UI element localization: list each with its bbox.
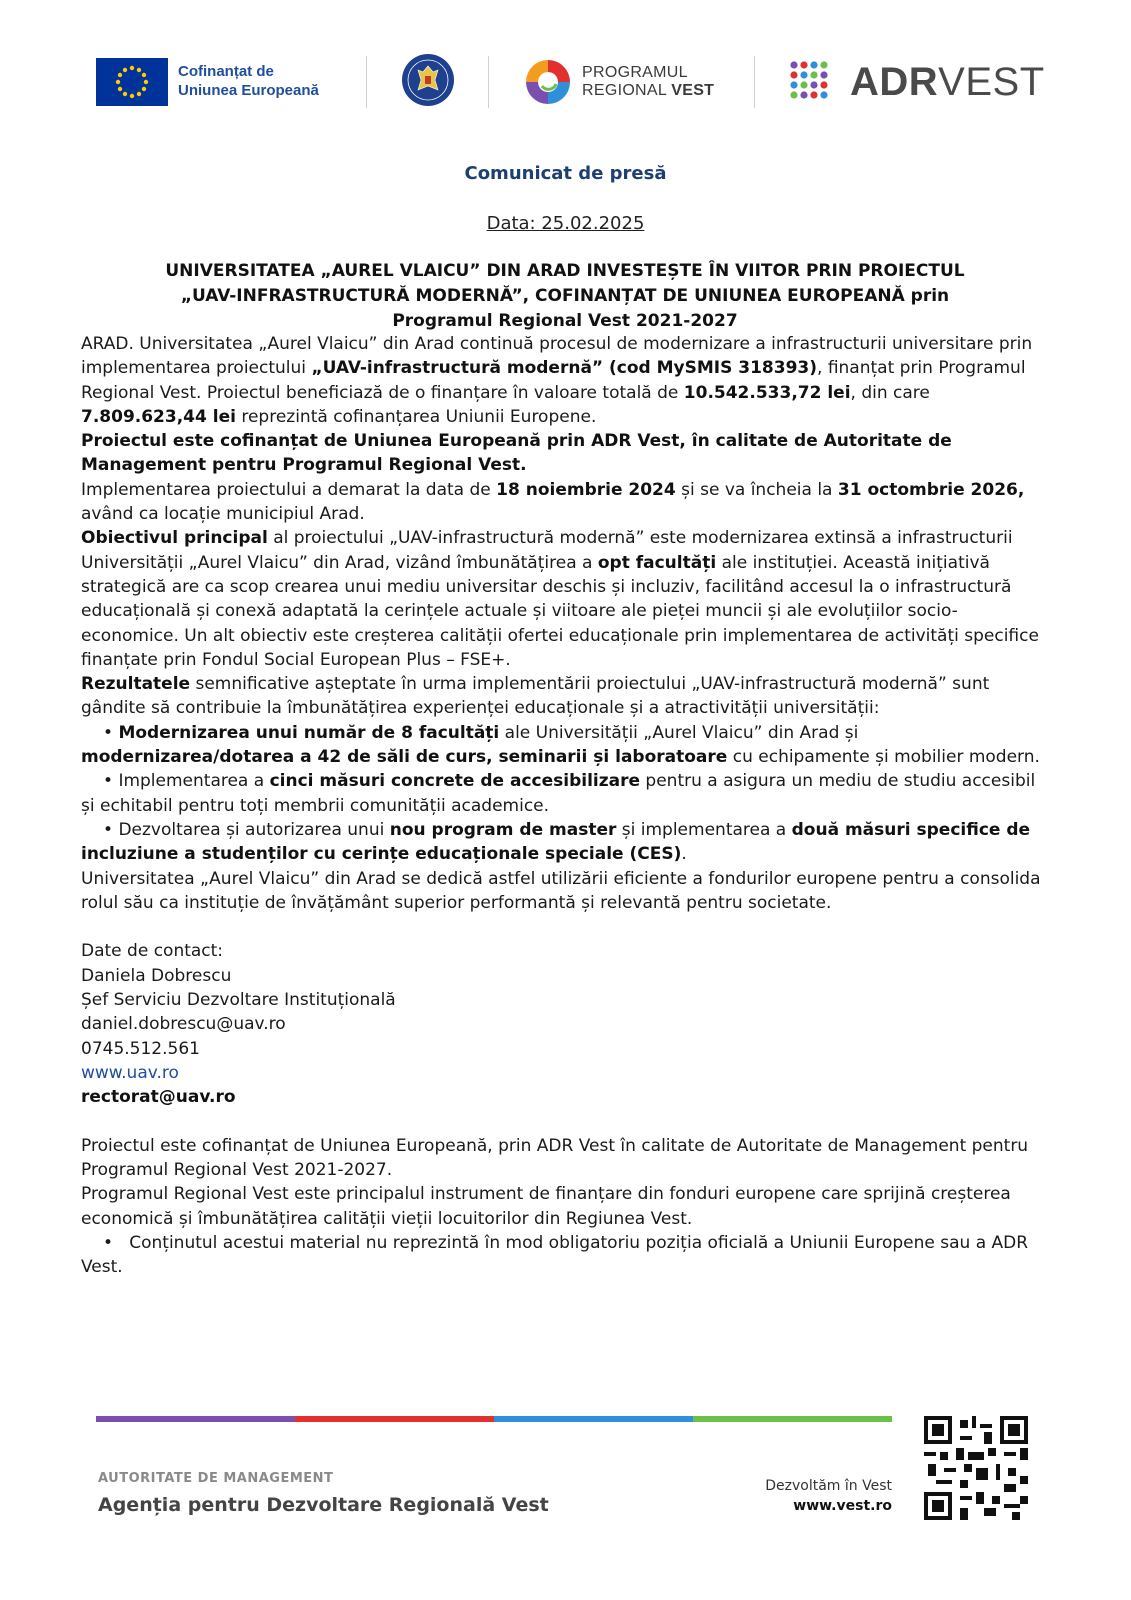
list-item	[81, 818, 1046, 867]
end-date: 31 octombrie 2026,	[837, 479, 1025, 500]
footer-authority: AUTORITATE DE MANAGEMENT	[98, 1471, 334, 1486]
spacer	[81, 915, 1046, 939]
disclaimer	[81, 1231, 1046, 1280]
cofinance-statement: Proiectul este cofinanțat de Uniunea Europeană prin ADR Vest, în calitate de Autoritate de Management pentru Programul Regional Vest.	[81, 431, 952, 476]
disclaimer-text: Conținutul acestui material nu reprezintă în mod obligatoriu poziția oficială a Uniunii Europene sau a ADR Vest.	[81, 1232, 1029, 1278]
text-run: și implementarea a	[616, 819, 792, 840]
release-date: Data: 25.02.2025	[486, 213, 645, 234]
gov-logo	[400, 52, 460, 112]
list-item	[81, 769, 1046, 818]
qr-code-icon	[924, 1416, 1028, 1520]
footer-bar-red	[295, 1416, 494, 1422]
adr-bold: ADR	[850, 60, 939, 104]
paragraph-intro	[81, 332, 1046, 429]
adr-light: VEST	[938, 60, 1045, 104]
text-run: nou program de master	[389, 819, 617, 840]
paragraph-results	[81, 672, 1046, 721]
contact-phone: 0745.512.561	[81, 1038, 200, 1059]
bullet-marker: •	[103, 819, 119, 840]
footer-bar-purple	[96, 1416, 295, 1422]
text-run: ale Universității „Aurel Vlaicu” din Arad și	[499, 722, 859, 743]
footer-site-text: www.vest.ro	[793, 1498, 892, 1514]
eu-logo	[96, 52, 346, 112]
project-name: „UAV-infrastructură modernă” (cod MySMIS 318393)	[311, 358, 818, 379]
text-run: cu echipamente și mobilier modern.	[727, 747, 1040, 768]
text-run: Implementarea a	[118, 771, 270, 792]
footer-site-link[interactable]	[700, 1496, 892, 1516]
text-run: Dezvoltarea și autorizarea unui	[118, 819, 390, 840]
text-run: reprezintă cofinanțarea Uniunii Europene.	[235, 406, 597, 427]
footer-bar-green	[693, 1416, 892, 1422]
adr-vest-logo	[786, 52, 1045, 112]
prv-line2-b: VEST	[671, 82, 715, 99]
eu-flag-icon	[96, 58, 168, 106]
text-run: cinci măsuri concrete de accesibilizare	[269, 771, 641, 792]
contact-role: Șef Serviciu Dezvoltare Instituțională	[81, 990, 396, 1011]
press-body	[81, 332, 1046, 1280]
eu-line2: Uniunea Europeană	[178, 82, 319, 99]
bullet-marker: •	[103, 1232, 130, 1253]
spacer	[81, 1110, 1046, 1134]
eu-cofunding: 7.809.623,44 lei	[81, 406, 236, 427]
slogan-text: Dezvoltăm în Vest	[765, 1478, 892, 1494]
prv-swirl-icon	[522, 56, 574, 108]
text-run: al proiectului „UAV-infrastructură modernă” este modernizarea extinsă a infrastructurii Universității „Aurel Vlaicu” din Arad, vizând îmbunătățirea a	[81, 528, 1013, 573]
total-funding: 10.542.533,72 lei	[683, 382, 851, 403]
objective-label: Obiectivul principal	[81, 528, 268, 549]
text-run: semnificative așteptate în urma implementării proiectului „UAV-infrastructură modernă” sunt gândite să contribuie la îmbunătățirea experienței educaționale și a atractivității universității:	[81, 674, 990, 719]
contact-email[interactable]: daniel.dobrescu@uav.ro	[81, 1014, 286, 1035]
text-run: , finanțat prin Programul Regional Vest. Proiectul beneficiază de o finanțare în valoare totală de	[81, 358, 1026, 403]
rectorat-email[interactable]	[81, 1085, 1046, 1109]
start-date: 18 noiembrie 2024	[496, 479, 676, 500]
paragraph-timeline	[81, 478, 1046, 527]
paragraph-cofinance	[81, 429, 1046, 478]
prv-logo	[522, 52, 742, 112]
list-item-continued	[81, 745, 1046, 769]
prv-line1: PROGRAMUL	[582, 64, 688, 81]
website-link[interactable]: www.uav.ro	[81, 1062, 179, 1083]
prv-line2-a: REGIONAL	[582, 82, 672, 99]
text-run: modernizarea/dotarea a 42 de săli de curs, seminarii și laboratoare	[81, 747, 728, 768]
text-run: și se va încheia la	[675, 479, 838, 500]
eu-line1: Cofinanțat de	[178, 63, 274, 80]
contact-label: Date de contact:	[81, 941, 224, 962]
text-run: pentru a asigura un mediu de studiu accesibil și echitabil pentru toți membrii comunității academice.	[81, 771, 1036, 816]
press-release-title: Comunicat de presă	[464, 163, 667, 184]
text-run: ARAD. Universitatea „Aurel Vlaicu” din Arad continuă procesul de modernizare a infrastructurii universitare prin implementarea proiectului	[81, 334, 1033, 379]
closing-program: Programul Regional Vest este principalul instrument de finanțare din fonduri europene care sprijină creșterea economică și îmbunătățirea calității vieții locuitorilor din Regiunea Vest.	[81, 1184, 1011, 1229]
paragraph-objective	[81, 526, 1046, 672]
text-run: .	[681, 844, 687, 865]
logo-divider	[754, 56, 755, 108]
adr-dots-icon	[786, 57, 836, 107]
faculties-count: opt facultăți	[597, 552, 717, 573]
rectorat-email-text: rectorat@uav.ro	[81, 1087, 236, 1108]
logo-divider	[366, 56, 367, 108]
gov-seal-icon	[400, 52, 456, 108]
headline-line1: UNIVERSITATEA „AUREL VLAICU” DIN ARAD INVESTEȘTE ÎN VIITOR PRIN PROIECTUL	[165, 261, 965, 281]
logo-divider	[488, 56, 489, 108]
eu-logo-text	[178, 62, 319, 100]
text-run: ale instituției. Această inițiativă strategică are ca scop crearea unui mediu universitar deschis și incluziv, facilitând accesul la o infrastructură educațională și conexă adaptată la cerințele actuale și viitoare ale pieței muncii și ale evoluțiilor socio-economice. Un alt obiectiv este creșterea calității ofertei educaționale prin implementarea de activități specifice finanțate prin Fondul Social European Plus – FSE+.	[81, 552, 1039, 670]
footer-slogan	[700, 1476, 892, 1516]
adr-vest-text	[850, 58, 1045, 106]
footer-bar-blue	[494, 1416, 693, 1422]
text-run: Implementarea proiectului a demarat la data de	[81, 479, 497, 500]
closing-cofinance: Proiectul este cofinanțat de Uniunea Europeană, prin ADR Vest în calitate de Autoritate de Management pentru Programul Regional Vest 2021-2027.	[81, 1135, 1029, 1181]
footer-agency: Agenția pentru Dezvoltare Regională Vest	[98, 1494, 549, 1516]
header-logos	[96, 52, 1045, 112]
headline-line3: Programul Regional Vest 2021-2027	[392, 311, 738, 331]
contact-name: Daniela Dobrescu	[81, 965, 232, 986]
headline	[120, 259, 1010, 334]
list-item: • Modernizarea unui număr de 8 facultăți ale Universității „Aurel Vlaicu” din Arad și	[103, 722, 859, 743]
text-run: două măsuri specifice de incluziune a studenților cu cerințe educaționale speciale (CES)	[81, 819, 1031, 865]
results-label: Rezultatele	[81, 674, 191, 695]
prv-logo-text	[582, 64, 714, 100]
paragraph-conclusion: Universitatea „Aurel Vlaicu” din Arad se dedică astfel utilizării eficiente a fondurilor europene pentru a consolida rolul său ca instituție de învățământ superior performantă și relevantă pentru societate.	[81, 868, 1041, 913]
bullet-marker: •	[103, 771, 119, 792]
text-run: Modernizarea unui număr de 8 facultăți	[118, 722, 500, 743]
headline-line2: „UAV-INFRASTRUCTURĂ MODERNĂ”, COFINANȚAT DE UNIUNEA EUROPEANĂ prin	[180, 286, 950, 306]
prv-line2	[582, 82, 714, 100]
text-run: , din care	[850, 382, 930, 403]
text-run: având ca locație municipiul Arad.	[81, 504, 365, 525]
